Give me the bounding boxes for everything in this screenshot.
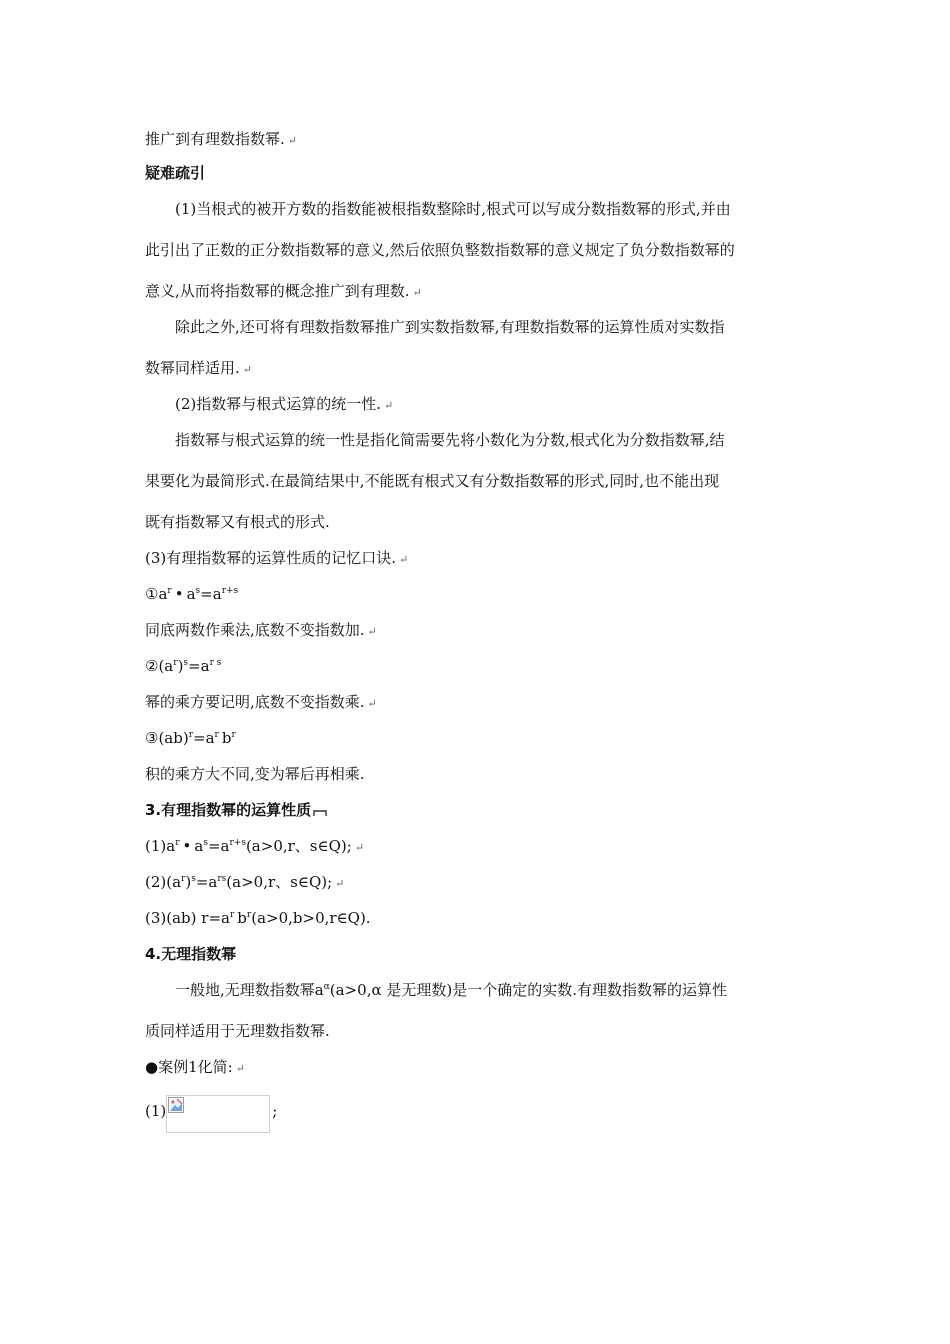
text-line [145, 129, 297, 151]
line-text: 数幂同样适用. [145, 359, 240, 377]
circled-number: ① [145, 585, 159, 603]
line-text: (2)指数幂与根式运算的统一性. [175, 395, 382, 413]
formula-general-product-power [145, 908, 371, 928]
formula-exponent: r [229, 910, 235, 920]
text-line [145, 358, 252, 380]
section-heading [145, 800, 327, 820]
formula-base: a [220, 837, 230, 855]
text-line: 此引出了正数的正分数指数幂的意义,然后依照负整数指数幂的意义规定了负分数指数幂的 [145, 241, 735, 259]
formula-exponent: r [167, 586, 172, 596]
formula-base: a [166, 837, 176, 855]
circled-number: ③ [145, 729, 159, 747]
text-line [175, 394, 393, 416]
formula-base: b [221, 729, 232, 747]
formula-condition: (a>0,r、s∈Q); [245, 837, 352, 855]
text-line: 果要化为最简形式.在最简结果中,不能既有根式又有分数指数幂的形式,同时,也不能出现 [145, 472, 720, 490]
formula-base: (a [158, 657, 174, 675]
line-text: 推广到有理数指数幂. [145, 130, 285, 148]
paragraph-mark-icon: ↵ [367, 697, 377, 710]
anchor-bracket-icon [313, 805, 327, 817]
formula-exponent: s [191, 874, 196, 884]
formula-exponent: r [196, 909, 209, 927]
formula-operator: • [182, 837, 192, 855]
formula-product-rule [145, 584, 238, 604]
line-text: ●案例1化简: [145, 1058, 233, 1076]
formula-exponent: s [203, 838, 208, 848]
formula-operator: = [200, 585, 213, 603]
paragraph-mark-icon: ↵ [242, 363, 252, 376]
text-line: 除此之外,还可将有理数指数幂推广到实数指数幂,有理数指数幂的运算性质对实数指 [175, 318, 725, 336]
paragraph-mark-icon: ↵ [354, 841, 365, 854]
paragraph-mark-icon: ↵ [412, 286, 422, 299]
line-text: (a>0,α 是无理数)是一个确定的实数.有理数指数幂的运算性 [329, 981, 727, 999]
formula-exponent: rs [217, 874, 227, 884]
formula-base: a [205, 729, 215, 747]
formula-operator: = [195, 873, 209, 891]
item-label: (1) [145, 1102, 167, 1120]
text-line: 既有指数幂又有根式的形式. [145, 513, 330, 531]
text-line [145, 281, 422, 303]
section-heading: 4.无理指数幂 [145, 945, 237, 963]
formula-paren: ) [177, 657, 184, 675]
text-line [145, 692, 377, 714]
paragraph-mark-icon: ↵ [287, 134, 297, 147]
formula-exponent: r [231, 730, 236, 740]
formula-exponent: r [181, 874, 186, 884]
paragraph-mark-icon: ↵ [367, 625, 377, 638]
broken-image-icon [168, 1097, 184, 1113]
formula-operator: = [193, 729, 206, 747]
line-text: (3)有理指数幂的运算性质的记忆口诀. [145, 549, 397, 567]
formula-operator: = [208, 909, 222, 927]
formula-base: (ab) [166, 909, 197, 927]
paragraph-mark-icon: ↵ [399, 553, 409, 566]
formula-label: (2) [145, 873, 167, 891]
item-end: ; [272, 1102, 278, 1120]
formula-exponent: r+s [221, 586, 239, 596]
text-line: 积的乘方大不同,变为幂后再相乘. [145, 765, 365, 783]
formula-base: a [200, 657, 210, 675]
section-heading: 疑难疏引 [145, 164, 206, 182]
formula-exponent: r+s [229, 838, 246, 848]
paragraph-mark-icon: ↵ [235, 1062, 245, 1075]
case-heading [145, 1057, 245, 1079]
formula-general-product [145, 836, 364, 858]
formula-exponent: r [246, 910, 252, 920]
formula-operator: • [174, 585, 184, 603]
heading-text: 3.有理指数幂的运算性质 [145, 801, 312, 819]
text-line [145, 620, 377, 642]
formula-exponent: s [183, 658, 189, 668]
formula-base: a [221, 909, 230, 927]
formula-exponent: r [175, 838, 180, 848]
formula-exponent: α [323, 982, 330, 992]
formula-exponent: r s [209, 658, 222, 668]
formula-condition: (a>0,b>0,r∈Q). [251, 909, 371, 927]
line-text: 同底两数作乘法,底数不变指数加. [145, 621, 365, 639]
formula-base: a [186, 585, 196, 603]
formula-base: (ab) [158, 729, 189, 747]
line-text: 意义,从而将指数幂的概念推广到有理数. [145, 282, 410, 300]
formula-paren: ) [185, 873, 192, 891]
formula-base: (a [166, 873, 182, 891]
formula-operator: = [207, 837, 221, 855]
line-text: 幂的乘方要记明,底数不变指数乘. [145, 693, 365, 711]
text-line [145, 548, 408, 570]
formula-exponent: s [195, 586, 201, 596]
paragraph-mark-icon: ↵ [384, 399, 394, 412]
formula-image-placeholder [166, 1095, 270, 1133]
text-line: 质同样适用于无理数指数幂. [145, 1022, 330, 1040]
paragraph-mark-icon: ↵ [335, 877, 345, 890]
text-line [175, 980, 727, 1000]
formula-power-rule [145, 656, 221, 676]
formula-exponent: r [173, 658, 178, 668]
formula-base: a [194, 837, 204, 855]
text-line: (1)当根式的被开方数的指数能被根指数整除时,根式可以写成分数指数幂的形式,并由 [175, 200, 731, 218]
formula-base: b [237, 909, 247, 927]
formula-general-power [145, 872, 344, 894]
formula-exponent: r [214, 730, 219, 740]
formula-label: (1) [145, 837, 167, 855]
circled-number: ② [145, 657, 159, 675]
case-item [145, 1101, 277, 1133]
formula-condition: (a>0,r、s∈Q); [226, 873, 333, 891]
formula-product-power-rule [145, 728, 236, 748]
formula-exponent: r [188, 730, 194, 740]
text-line: 指数幂与根式运算的统一性是指化简需要先将小数化为分数,根式化为分数指数幂,结 [175, 431, 725, 449]
line-text: 一般地,无理数指数幂a [175, 981, 324, 999]
formula-base: a [208, 873, 218, 891]
formula-base: a [212, 585, 222, 603]
formula-operator: = [188, 657, 201, 675]
formula-label: (3) [145, 909, 167, 927]
formula-base: a [158, 585, 168, 603]
